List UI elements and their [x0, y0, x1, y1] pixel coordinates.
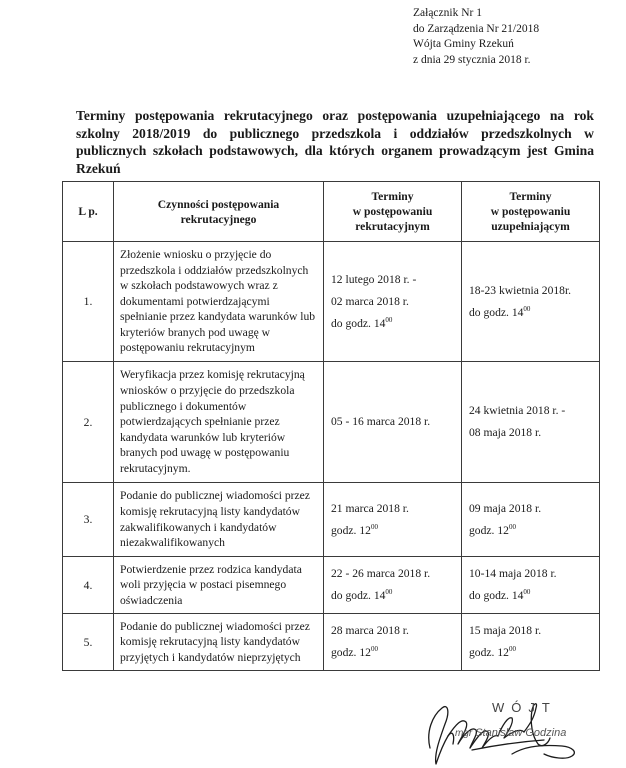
row-activity: Podanie do publicznej wiadomości przez komisję rekrutacyjną listy kandydatów zakwalifikowanych i kandydatów niezakwalifikowanych — [114, 483, 324, 557]
table-row — [63, 614, 600, 671]
row-supplementary-date: 10-14 maja 2018 r. do godz. $14^{00}$ — [462, 557, 600, 614]
row-recruitment-date: 28 marca 2018 r. godz. $12^{00}$ — [324, 614, 462, 671]
table-row — [63, 483, 600, 557]
row-number: 1. — [63, 242, 114, 362]
stamp-person-name: Stanisław Godzina — [475, 727, 567, 739]
row-number: 4. — [63, 557, 114, 614]
document-title: Terminy postępowania rekrutacyjnego oraz postępowania uzupełniającego na rok szkolny 2018/2019 do publicznego przedszkola i oddziałów przedszkolnych w publicznych szkołach podstawowych, dla których organem prowadzącym jest Gmina Rzekuń — [76, 108, 594, 176]
annex-line: Załącznik Nr 1 — [413, 7, 482, 19]
row-activity: Weryfikacja przez komisję rekrutacyjną wniosków o przyjęcie do przedszkola publicznego i dokumentów potwierdzających spełnianie przez kandydata warunków lub kryteriów branych pod uwagę w postępowaniu rekrutacyjnym. — [114, 362, 324, 483]
row-number: 5. — [63, 614, 114, 671]
schedule-table — [62, 181, 600, 671]
annex-line: do Zarządzenia Nr 21/2018 — [413, 22, 540, 35]
stamp-prefix: mgr — [455, 728, 473, 739]
row-supplementary-date: 24 kwietnia 2018 r. - 08 maja 2018 r. — [462, 362, 600, 483]
row-activity: Podanie do publicznej wiadomości przez komisję rekrutacyjną listy kandydatów przyjętych i kandydatów nieprzyjętych — [114, 614, 324, 671]
table-row — [63, 362, 600, 483]
header-activity: Czynności postępowania rekrutacyjnego — [114, 182, 324, 242]
table-header-row — [63, 182, 600, 242]
row-recruitment-date: 12 lutego 2018 r. - 02 marca 2018 r. do godz. $14^{00}$ — [324, 242, 462, 362]
stamp-name — [455, 727, 566, 739]
row-supplementary-date: 09 maja 2018 r. godz. $12^{00}$ — [462, 483, 600, 557]
table-row — [63, 242, 600, 362]
row-recruitment-date: 22 - 26 marca 2018 r. do godz. $14^{00}$ — [324, 557, 462, 614]
row-activity: Potwierdzenie przez rodzica kandydata woli przyjęcia w postaci pisemnego oświadczenia — [114, 557, 324, 614]
row-activity: Złożenie wniosku o przyjęcie do przedszkola i oddziałów przedszkolnych w szkołach podstawowych wraz z dokumentami potwierdzającymi spełnianie przez kandydata warunków lub kryteriów branych pod uwagę w postępowaniu rekrutacyjnym — [114, 242, 324, 362]
header-lp: L p. — [63, 182, 114, 242]
table-row — [63, 557, 600, 614]
row-supplementary-date: 18-23 kwietnia 2018r. do godz. $14^{00}$ — [462, 242, 600, 362]
stamp-title: WÓJT — [492, 700, 557, 715]
row-number: 2. — [63, 362, 114, 483]
header-recruitment-dates: Terminy w postępowaniu rekrutacyjnym — [324, 182, 462, 242]
header-supplementary-dates: Terminy w postępowaniu uzupełniającym — [462, 182, 600, 242]
row-number: 3. — [63, 483, 114, 557]
row-recruitment-date: 05 - 16 marca 2018 r. — [324, 362, 462, 483]
row-supplementary-date: 15 maja 2018 r. godz. $12^{00}$ — [462, 614, 600, 671]
annex-header — [413, 6, 539, 68]
row-recruitment-date: 21 marca 2018 r. godz. $12^{00}$ — [324, 483, 462, 557]
annex-line: Wójta Gminy Rzekuń — [413, 38, 514, 50]
annex-line: z dnia 29 stycznia 2018 r. — [413, 53, 531, 66]
